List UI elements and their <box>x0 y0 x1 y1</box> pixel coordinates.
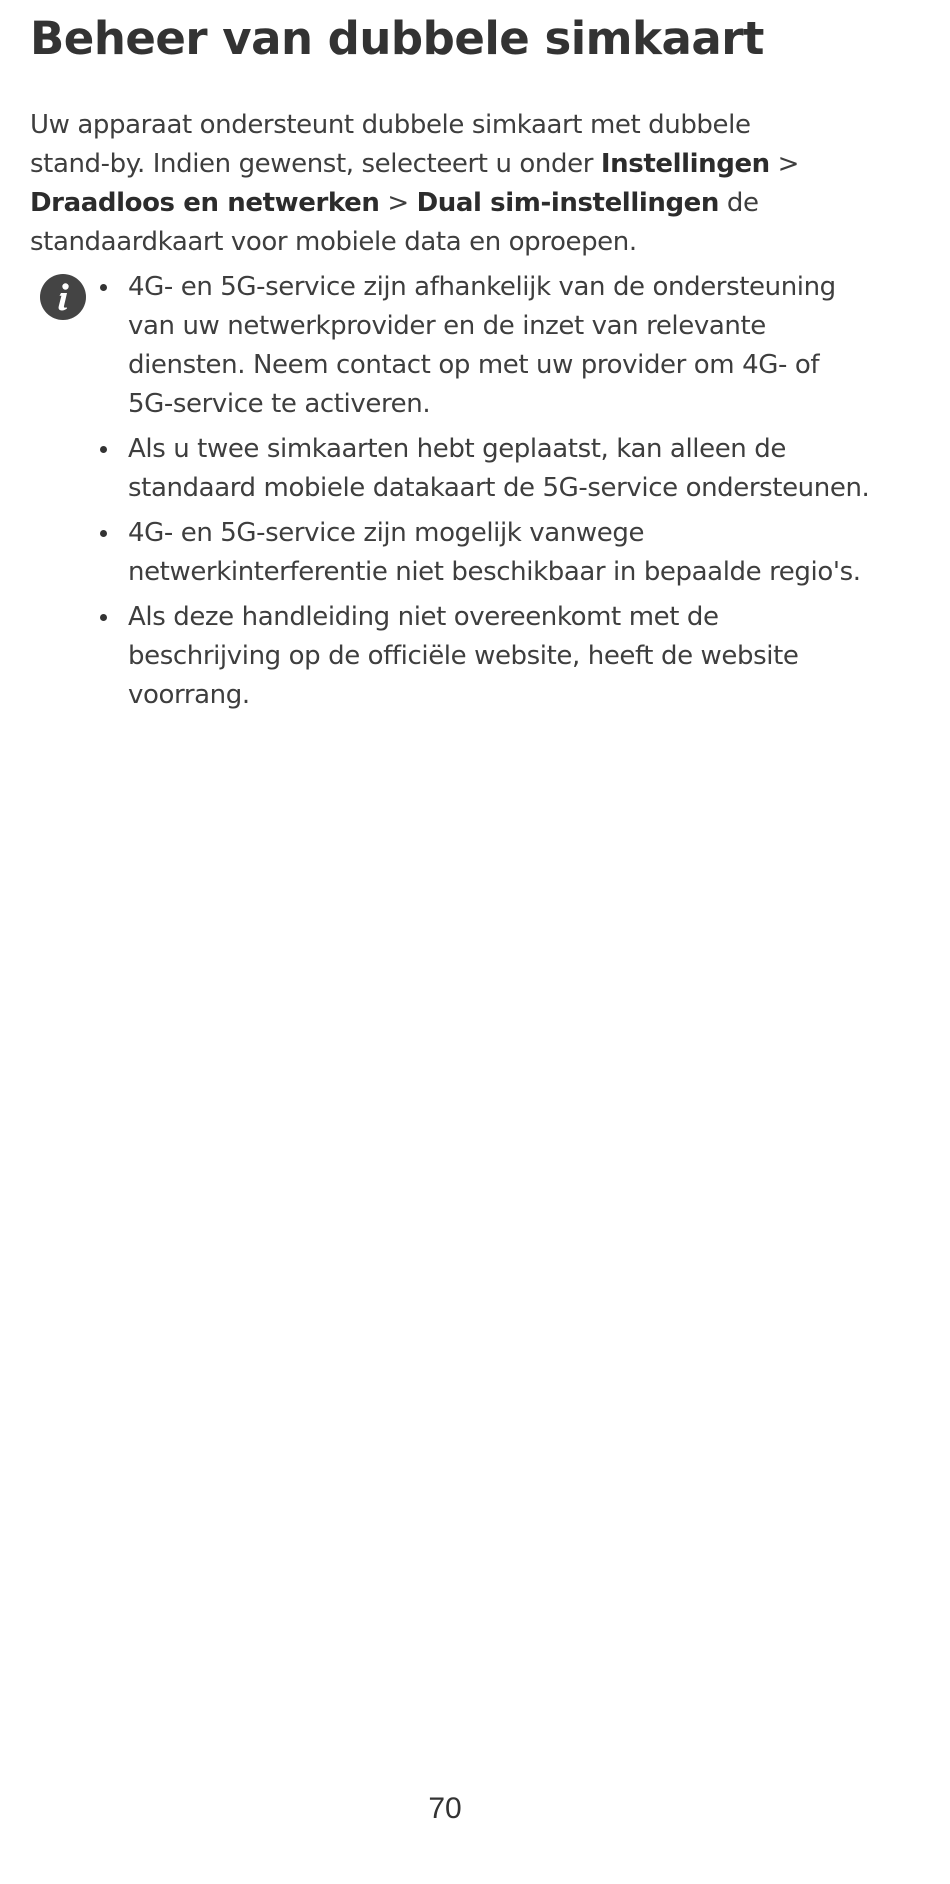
note-item <box>30 514 870 592</box>
note-list <box>30 268 870 721</box>
bullet-dot <box>100 614 107 621</box>
menu-path-separator: > <box>769 149 800 179</box>
bullet-dot <box>100 446 107 453</box>
bullet-dot <box>100 530 107 537</box>
menu-path-wireless-networks: Draadloos en netwerken <box>30 188 380 218</box>
note-item <box>30 268 870 424</box>
note-item-text: 4G- en 5G-service zijn afhankelijk van de ondersteuning van uw netwerkprovider en de inzet van relevante diensten. Neem contact op met uw provider om 4G- of 5G-service te activeren. <box>128 272 836 419</box>
intro-paragraph <box>30 106 830 262</box>
menu-path-separator: > <box>379 188 417 218</box>
menu-path-settings: Instellingen <box>600 149 770 179</box>
note-item-text: 4G- en 5G-service zijn mogelijk vanwege netwerkinterferentie niet beschikbaar in bepaalde regio's. <box>128 518 861 587</box>
page-number: 70 <box>428 1792 462 1825</box>
note-item <box>30 598 870 715</box>
intro-text-end: de standaardkaart voor mobiele data en oproepen. <box>30 188 759 257</box>
menu-path-dual-sim-settings: Dual sim-instellingen <box>416 188 720 218</box>
note-item <box>30 430 870 508</box>
note-item-text: Als deze handleiding niet overeenkomt met de beschrijving op de officiële website, heeft de website voorrang. <box>128 602 799 710</box>
note-item-text: Als u twee simkaarten hebt geplaatst, kan alleen de standaard mobiele datakaart de 5G-service ondersteunen. <box>128 434 870 503</box>
intro-text-start: Uw apparaat ondersteunt dubbele simkaart met dubbele stand-by. Indien gewenst, selecteert u onder <box>30 110 751 179</box>
page-title: Beheer van dubbele simkaart <box>30 12 764 65</box>
bullet-dot <box>100 284 107 291</box>
